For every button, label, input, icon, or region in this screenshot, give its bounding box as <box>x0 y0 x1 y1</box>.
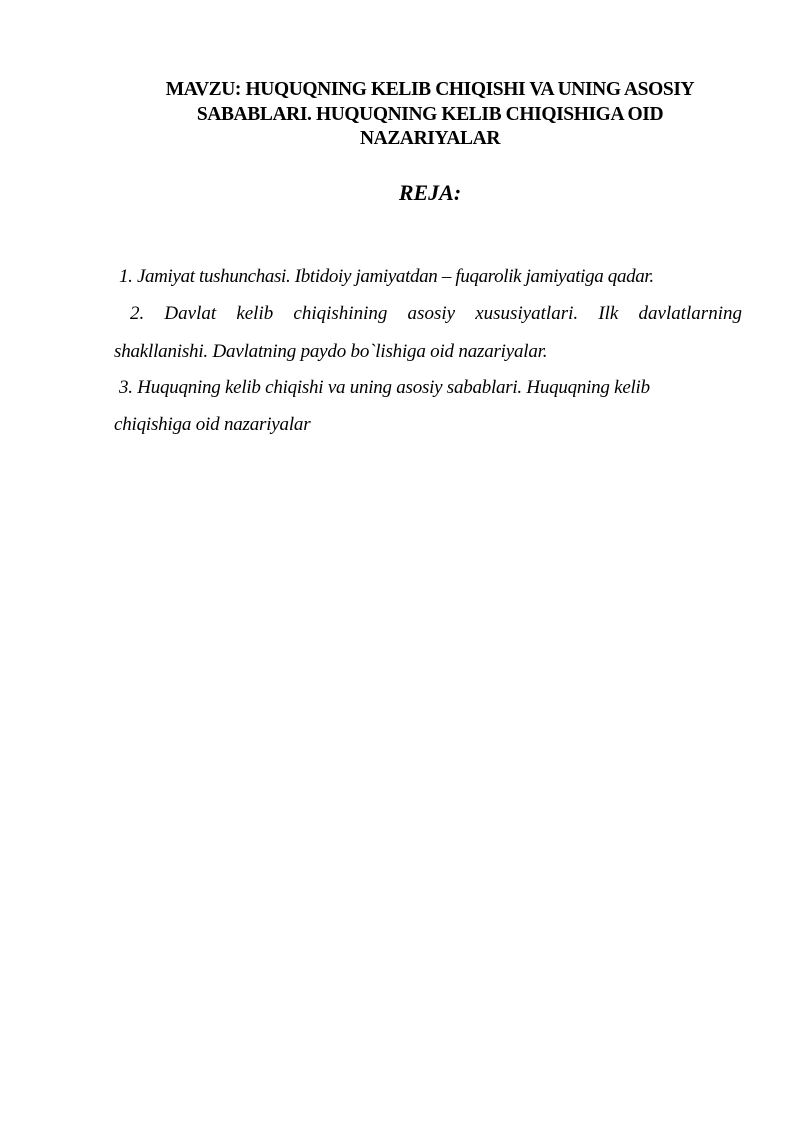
plan-item-2-line-1 <box>114 302 742 326</box>
word: xususiyatlari. <box>475 303 579 324</box>
word: chiqishining <box>293 303 388 324</box>
title-line-3: NAZARIYALAR <box>359 128 501 149</box>
word: davlatlarning <box>638 303 742 324</box>
word: asosiy <box>407 303 456 324</box>
title-line-1: MAVZU: HUQUQNING KELIB CHIQISHI VA UNING ASOSIY <box>165 79 695 100</box>
plan-item-1: 1. Jamiyat tushunchasi. Ibtidoiy jamiyatdan – fuqarolik jamiyatiga qadar. <box>119 266 654 287</box>
word: 2. <box>130 303 145 324</box>
plan-item-2-line-2: shakllanishi. Davlatning paydo bo`lishiga oid nazariyalar. <box>114 341 548 362</box>
document-title <box>110 78 750 152</box>
word: Ilk <box>598 303 619 324</box>
plan-heading: REJA: <box>398 180 462 205</box>
word: Davlat <box>164 303 217 324</box>
plan-item-3-line-1: 3. Huquqning kelib chiqishi va uning asosiy sabablari. Huquqning kelib <box>119 377 650 398</box>
plan-item-3-line-2: chiqishiga oid nazariyalar <box>114 414 311 435</box>
title-line-2: SABABLARI. HUQUQNING KELIB CHIQISHIGA OID <box>196 103 664 125</box>
word: kelib <box>236 303 274 324</box>
